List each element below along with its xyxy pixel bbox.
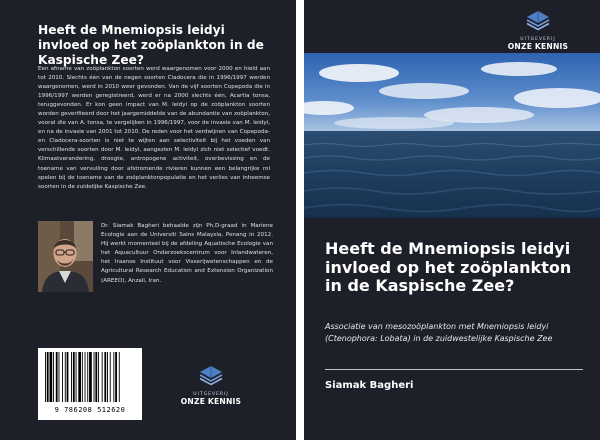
stacked-books-logo-icon xyxy=(525,9,551,33)
front-cover-title: Heeft de Mnemiopsis leidyi invloed op het zoöplankton in de Kaspische Zee? xyxy=(325,239,572,295)
front-cover-subtitle: Associatie van mesozoöplankton met Mnemiopsis leidyi (Ctenophora: Lobata) in de zuidwestelijke Kaspische Zee xyxy=(325,322,553,343)
divider xyxy=(325,369,583,370)
back-cover-title: Heeft de Mnemiopsis leidyi invloed op het zoöplankton in de Kaspische Zee? xyxy=(38,23,264,67)
back-publisher-logo xyxy=(178,364,244,406)
front-cover-author: Siamak Bagheri xyxy=(325,380,414,391)
front-publisher-logo xyxy=(505,9,571,51)
back-cover-blurb: Een afname van zoöplankton soorten werd waargenomen voor 2000 en hield aan tot 2010. Slechts één van de negen soorten Cladocera die in 1996/1997 werden waargenomen, werd in 2010 weer gevonden. Van de vijf soorten Copepoda die in 1996/1997 werden geregistreerd, werd er na 2000 slechts één, Acartia tonsa, teruggevonden. Er kon geen impact van M. leidyi op de zoöplankton soorten worden geverifieerd door het jaargemiddelde van de abundantie van zoöplankton, vooral die van A. tonsa, te vergelijken in 1996/1997, voor de invasie van M. leidyi, en na de invasie van 2001 tot 2010. De reden voor het verdwijnen van Copepoda- en Cladocera-soorten is niet te wijten aan selectiviteit bij het voeden van verschillende soorten door M. leidyi, aangezien M. leidyi zich niet selectief voedt. Klimaatverandering, droogte, antropogene activiteit, overbevissing en de toename van vervuiling door afstromende rivieren kunnen een belangrijke rol spelen bij de toename van de zoöplanktonpopulatie en het verlies van inheemse soorten in de zuidelijke Kaspische Zee. xyxy=(38,66,270,190)
author-bio: Dr. Siamak Bagheri behaalde zijn Ph.D-graad in Mariene Ecologie aan de Universiti Sains Malaysia, Penang in 2012. Hij werkt momenteel bij de afdeling Aquatische Ecologie van het Aquacultuur Onderzoekscentrum voor Inlandwateren, het Iraanse Instituut voor Visserijwetenschappen en de Agricultural Research Education and Extension Organization (AREEO), Anzali, Iran. xyxy=(101,223,273,284)
publisher-name: ONZE KENNIS xyxy=(507,42,569,51)
barcode xyxy=(38,348,142,420)
cover-sea-photo xyxy=(304,53,600,218)
publisher-tag: UITGEVERIJ xyxy=(520,37,556,42)
publisher-tag: UITGEVERIJ xyxy=(193,392,229,397)
spine xyxy=(296,0,304,440)
stacked-books-logo-icon xyxy=(198,364,224,388)
publisher-name: ONZE KENNIS xyxy=(180,397,242,406)
author-photo xyxy=(38,221,93,292)
isbn-number: 9 786208 512620 xyxy=(54,406,126,414)
barcode-icon xyxy=(43,352,137,404)
